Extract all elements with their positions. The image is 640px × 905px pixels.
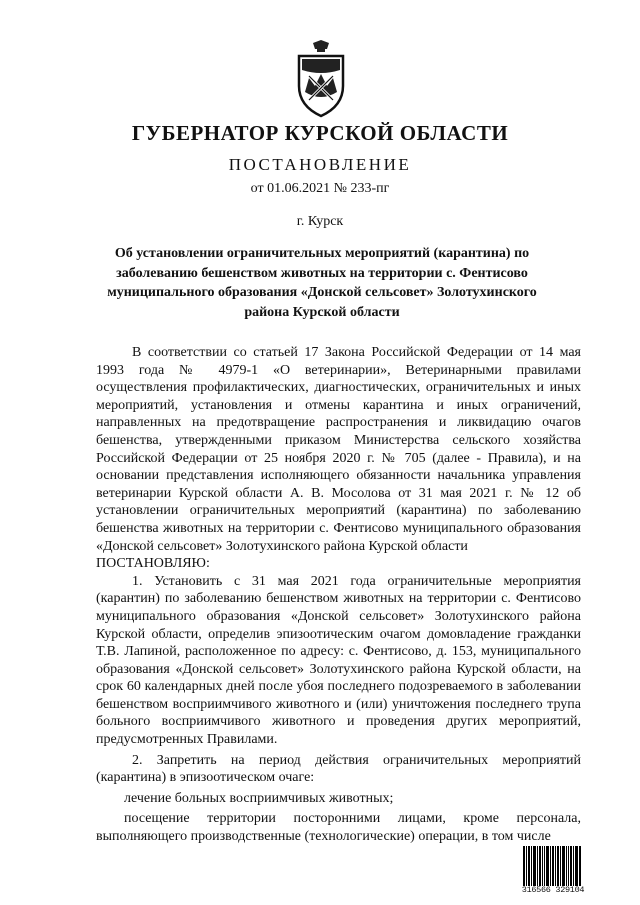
city: г. Курск [296,214,344,229]
item-1-paragraph: 1. Установить с 31 мая 2021 года ограничительные мероприятия (карантин) по заболеванию бешенством животных на территории с. Фентисово муниципального образования «Донской сельсовет» Золотухинского района Курской области, определив эпизоотическим очагом домовладение гражданки Т.В. Лапиной, расположенное по адресу: с. Фентисово, д. 153, муниципального образования «Донской сельсовет» Золотухинского района Курской области, на срок 60 календарных дней после убоя последнего подозреваемого в заболевании бешенством восприимчивого животного и (или) уничтожения последнего трупа больного восприимчивого животного и проведения других мероприятий, предусмотренных Правилами. [96,573,581,748]
coat-of-arms-icon [293,40,349,118]
barcode-number: 316566 329104 [521,885,585,895]
preamble-paragraph: В соответствии со статьей 17 Закона Российской Федерации от 14 мая 1993 года № 4979-1 «О ветеринарии», Ветеринарными правилами осуществления профилактических, диагностических, ограничительных и иных мероприятий, установления и отмены карантина и иных ограничений, направленных на предотвращение распространения и ликвидацию очагов бешенства, утвержденными приказом Министерства сельского хозяйства Российской Федерации от 25 ноября 2020 г. № 705 (далее - Правила), и на основании представления исполняющего обязанности начальника управления ветеринарии Курской области А. В. Мосолова от 31 мая 2021 г. № 12 об установлении ограничительных мероприятий (карантина) по заболеванию бешенства животных на территории с. Фентисово муниципального образования «Донской сельсовет» Золотухинского района Курской области [96,345,581,554]
barcode-icon [523,846,581,886]
bullet-2-paragraph: посещение территории посторонними лицами, кроме персонала, выполняющего производственные (технологические) операции, в том числе [96,811,581,845]
document-title: Об установлении ограничительных мероприятий (карантина) по заболеванию бешенством животных на территории с. Фентисово муниципального образования «Донской сельсовет» Золотухинского района Курской области [107,246,537,320]
authority-heading: ГУБЕРНАТОР КУРСКОЙ ОБЛАСТИ [131,121,509,145]
date-number: от 01.06.2021 № 233-пг [250,181,390,196]
document-body [96,344,581,846]
resolve-word: ПОСТАНОВЛЯЮ: [96,556,210,572]
document-type: ПОСТАНОВЛЕНИЕ [228,155,412,174]
item-2-paragraph: 2. Запретить на период действия ограничительных мероприятий (карантина) в эпизоотическом очаге: [96,752,581,786]
bullet-1-paragraph: лечение больных восприимчивых животных; [124,790,394,806]
